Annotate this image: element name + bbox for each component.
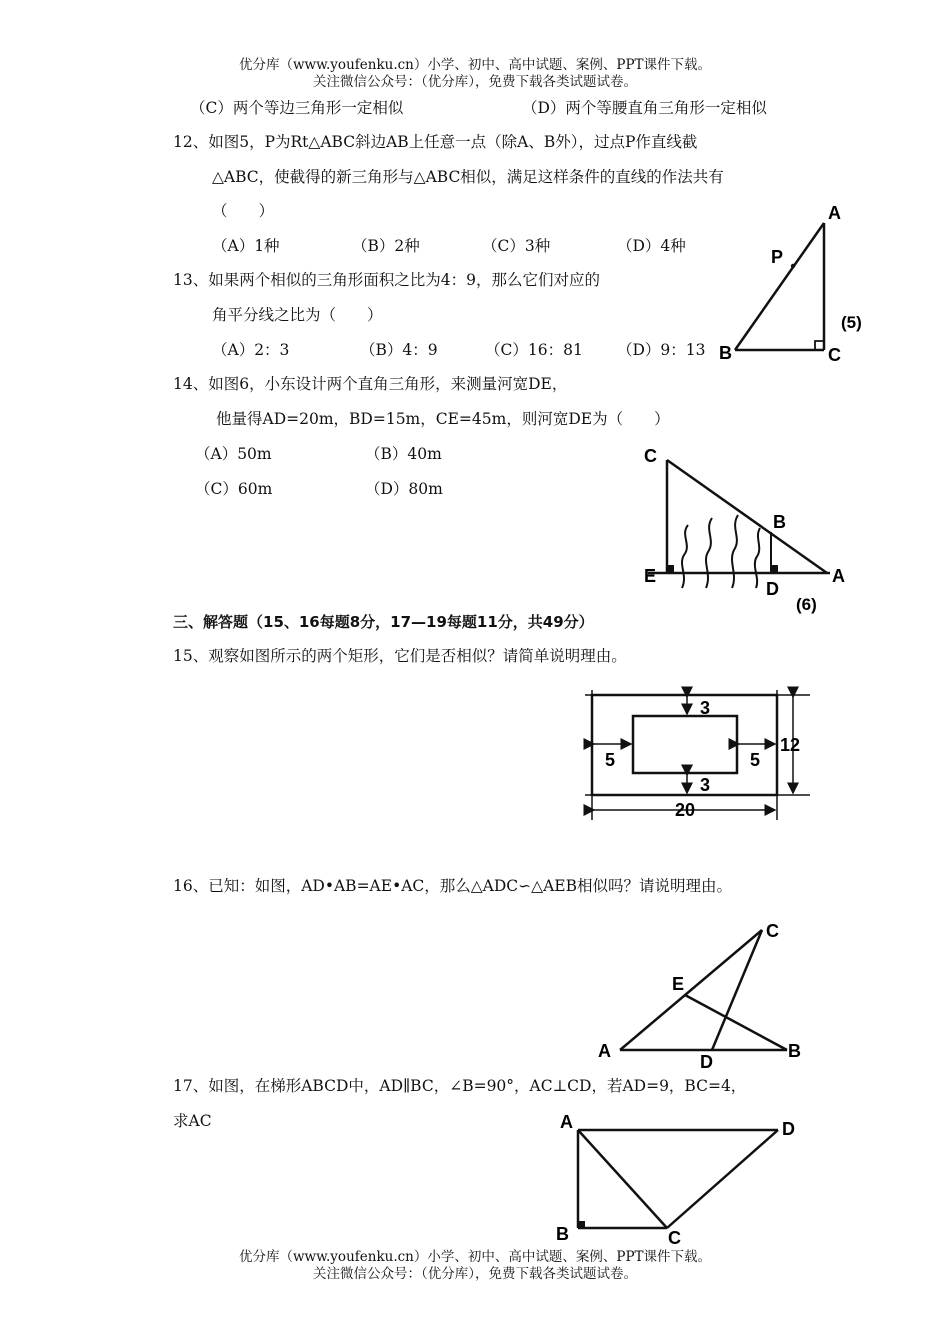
q16-text: 16、已知：如图，AD•AB=AE•AC，那么△ADC∽△AEB相似吗？请说明理由。: [173, 877, 732, 895]
q13-option-d: （D）9：13: [617, 341, 706, 359]
q13-option-b: （B）4：9: [360, 341, 438, 359]
fig17-right-angle-b: [579, 1221, 585, 1227]
q12-option-c: （C）3种: [482, 237, 551, 255]
fig5-label-a: A: [828, 203, 841, 223]
q13-line1: 13、如果两个相似的三角形面积之比为4：9，那么它们对应的: [173, 271, 600, 289]
q14-option-d: （D）80m: [365, 480, 443, 498]
fig15-label-width: 20: [675, 800, 696, 820]
fig6-label-d: D: [766, 579, 779, 599]
fig15-inner-rectangle: [633, 716, 737, 773]
figure-17: [550, 1110, 820, 1250]
header-line1: 优分库（www.youfenku.cn）小学、初中、高中试题、案例、PPT课件下载。: [238, 57, 712, 73]
fig6-label-b: B: [773, 512, 786, 532]
q12-option-d: （D）4种: [617, 237, 686, 255]
q12-line3: （ ）: [212, 202, 275, 220]
fig5-label-c: C: [828, 345, 841, 365]
fig16-label-d: D: [700, 1052, 713, 1072]
fig5-point-p: [791, 264, 795, 268]
q13-line2: 角平分线之比为（ ）: [212, 306, 383, 324]
footer-line2: 关注微信公众号：（优分库），免费下载各类试题试卷。: [313, 1266, 637, 1282]
fig17-side-cd: [667, 1130, 778, 1228]
fig6-label-c: C: [644, 446, 657, 466]
q12-line2: △ABC，使截得的新三角形与△ABC相似，满足这样条件的直线的作法共有: [212, 168, 724, 186]
fig17-label-a: A: [560, 1112, 573, 1132]
figure-5: [705, 195, 885, 370]
q14-line1: 14、如图6，小东设计两个直角三角形，来测量河宽DE，: [173, 375, 568, 393]
fig16-label-c: C: [766, 921, 779, 941]
fig6-label-a: A: [832, 566, 845, 586]
q14-option-c: （C）60m: [195, 480, 273, 498]
fig15-label-height: 12: [780, 735, 801, 755]
fig5-label-b: B: [719, 343, 732, 363]
q17-line2: 求AC: [173, 1112, 212, 1130]
fig6-line-ca: [667, 460, 827, 573]
footer-line1: 优分库（www.youfenku.cn）小学、初中、高中试题、案例、PPT课件下载。: [238, 1249, 712, 1265]
fig5-right-angle-mark: [815, 341, 824, 350]
fig6-caption: (6): [796, 595, 817, 614]
q14-option-a: （A）50m: [195, 445, 272, 463]
q14-line2: 他量得AD=20m，BD=15m，CE=45m，则河宽DE为（ ）: [216, 410, 670, 428]
fig5-caption: (5): [841, 313, 862, 332]
q11-option-d: （D）两个等腰直角三角形一定相似: [522, 99, 767, 117]
fig5-hypotenuse-ab: [735, 223, 824, 350]
header-line2: 关注微信公众号：（优分库），免费下载各类试题试卷。: [313, 74, 637, 90]
fig16-label-b: B: [788, 1041, 801, 1061]
fig6-right-angle-e: [668, 565, 674, 572]
fig15-label-bottom-gap: 3: [700, 775, 711, 795]
fig16-label-e: E: [672, 974, 685, 994]
fig15-label-right-gap: 5: [750, 750, 761, 770]
q14-option-b: （B）40m: [365, 445, 442, 463]
fig16-side-ac: [620, 930, 762, 1050]
fig16-segment-eb: [685, 995, 787, 1050]
fig6-label-e: E: [644, 566, 657, 586]
fig6-right-angle-d: [772, 565, 778, 572]
fig16-label-a: A: [598, 1041, 611, 1061]
fig15-label-left-gap: 5: [605, 750, 616, 770]
q15-text: 15、观察如图所示的两个矩形，它们是否相似？请简单说明理由。: [173, 647, 627, 665]
section3-title: 三、解答题（15、16每题8分，17—19每题11分，共49分）: [173, 613, 594, 631]
figure-6: [640, 440, 865, 620]
fig6-river-waves: [682, 515, 760, 588]
q12-line1: 12、如图5，P为Rt△ABC斜边AB上任意一点（除A、B外），过点P作直线截: [173, 133, 698, 151]
figure-15: [585, 680, 815, 825]
fig15-label-top-gap: 3: [700, 698, 711, 718]
q13-option-c: （C）16：81: [485, 341, 583, 359]
fig17-label-d: D: [782, 1119, 795, 1139]
q12-option-a: （A）1种: [212, 237, 280, 255]
fig15-outer-rectangle: [592, 695, 777, 795]
fig17-label-b: B: [556, 1224, 569, 1244]
fig17-diagonal-ac: [578, 1130, 667, 1228]
q12-option-b: （B）2种: [352, 237, 420, 255]
fig17-label-c: C: [668, 1228, 681, 1248]
q11-option-c: （C）两个等边三角形一定相似: [190, 99, 404, 117]
fig5-label-p: P: [771, 247, 784, 267]
q13-option-a: （A）2：3: [212, 341, 290, 359]
figure-16: [590, 915, 820, 1075]
q17-line1: 17、如图，在梯形ABCD中，AD∥BC，∠B=90°，AC⊥CD，若AD=9，BC=4，: [173, 1077, 747, 1095]
